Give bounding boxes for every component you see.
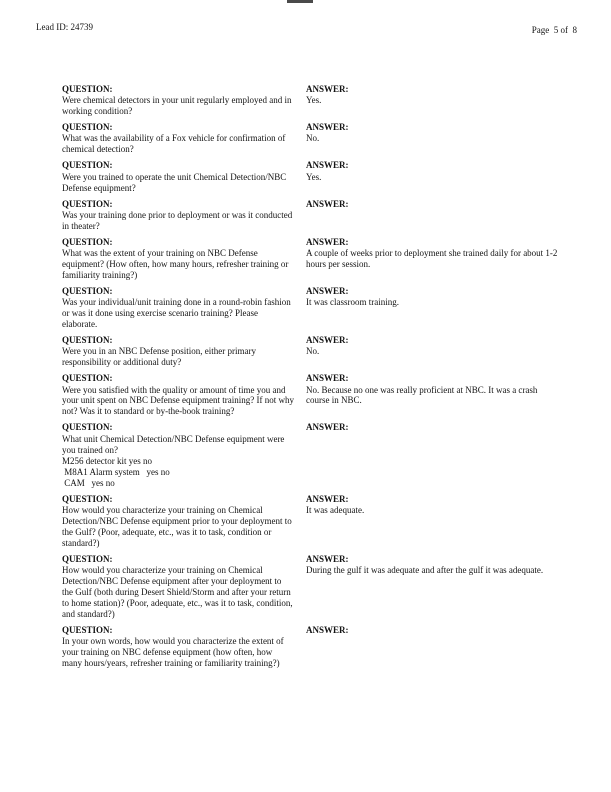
answer-text: A couple of weeks prior to deployment she trained daily for about 1-2 hours per session. [306,248,558,269]
question-column [62,373,306,417]
question-text: What was the extent of your training on NBC Defense equipment? (How often, how many hours, refresher training or familiarity training?) [62,248,289,280]
question-label: QUESTION: [62,624,113,635]
answer-text: Yes. [306,171,322,182]
answer-column [306,422,562,433]
answer-text: Yes. [306,95,322,106]
answer-label: ANSWER: [306,198,349,209]
question-column [62,286,306,330]
question-text: What unit Chemical Detection/NBC Defense equipment were you trained on? [62,433,285,455]
question-column [62,335,306,368]
answer-column [306,625,562,636]
answer-text: No. [306,133,320,144]
qa-block [62,122,562,155]
answer-text: During the gulf it was adequate and after the gulf it was adequate. [306,564,544,575]
qa-block [62,554,562,620]
answer-label: ANSWER: [306,373,349,384]
answer-label: ANSWER: [306,335,349,346]
scan-artifact-mark [287,0,313,3]
answer-label: ANSWER: [306,285,349,296]
question-label: QUESTION: [62,335,113,346]
question-column [62,554,306,620]
answer-label: ANSWER: [306,122,349,133]
question-text: How would you characterize your training on Chemical Detection/NBC Defense equipment after your deployment to the Gulf (both during Desert Shield/Storm and after your return to home station)? (Poor, adequate, etc., was it to task, condition, and standard?) [62,564,293,619]
qa-block [62,160,562,193]
question-column [62,84,306,117]
question-column [62,160,306,193]
question-label: QUESTION: [62,285,113,296]
answer-column [306,160,562,182]
answer-column [306,84,562,106]
answer-column [306,373,562,406]
answer-column [306,554,562,576]
qa-block [62,286,562,330]
qa-list [62,84,562,674]
answer-label: ANSWER: [306,493,349,504]
answer-label: ANSWER: [306,236,349,247]
question-text: Were chemical detectors in your unit regularly employed and in working condition? [62,95,292,117]
question-column [62,494,306,549]
equipment-line: CAM yes no [62,477,115,488]
question-text: In your own words, how would you characterize the extent of your training on NBC defense equipment (how often, how many hours/years, refresher training or familiarity training?) [62,635,284,668]
page-number: Page 5 of 8 [531,25,577,35]
answer-column [306,494,562,516]
answer-label: ANSWER: [306,624,349,635]
question-label: QUESTION: [62,422,113,433]
qa-block [62,237,562,281]
question-text: Were you satisfied with the quality or amount of time you and your unit spent on NBC Defense equipment training? If not why not? Was it to standard or by-the-book training? [62,384,294,417]
question-label: QUESTION: [62,84,113,94]
question-column [62,199,306,232]
question-label: QUESTION: [62,493,113,504]
answer-text: No. Because no one was really proficient at NBC. It was a crash course in NBC. [306,384,538,406]
answer-text: It was classroom training. [306,297,399,308]
qa-block [62,422,562,488]
question-label: QUESTION: [62,236,113,247]
equipment-line: M8A1 Alarm system yes no [62,466,170,477]
answer-column [306,199,562,210]
question-label: QUESTION: [62,198,113,209]
question-text: Was your training done prior to deployment or was it conducted in theater? [62,209,293,231]
answer-column [306,122,562,144]
qa-block [62,494,562,549]
question-label: QUESTION: [62,160,113,171]
answer-text: No. [306,346,320,357]
answer-column [306,335,562,357]
answer-label: ANSWER: [306,84,349,94]
question-text: Were you trained to operate the unit Chemical Detection/NBC Defense equipment? [62,171,287,193]
qa-block [62,335,562,368]
question-label: QUESTION: [62,553,113,564]
question-label: QUESTION: [62,122,113,133]
qa-block [62,625,562,669]
equipment-list [62,456,294,489]
qa-block [62,84,562,117]
question-column [62,122,306,155]
question-column [62,625,306,669]
answer-column [306,237,562,270]
qa-block [62,373,562,417]
question-text: What was the availability of a Fox vehicle for confirmation of chemical detection? [62,133,286,155]
answer-label: ANSWER: [306,553,349,564]
answer-label: ANSWER: [306,422,349,433]
question-column [62,422,306,488]
lead-id: Lead ID: 24739 [36,22,93,32]
question-column [62,237,306,281]
qa-block [62,199,562,232]
question-text: How would you characterize your training on Chemical Detection/NBC Defense equipment prior to your deployment to the Gulf? (Poor, adequate, etc., was it to task, condition or standard?) [62,504,292,548]
answer-text: It was adequate. [306,504,365,515]
equipment-line: M256 detector kit yes no [62,455,152,466]
question-text: Were you in an NBC Defense position, either primary responsibility or additional duty? [62,346,256,368]
answer-column [306,286,562,308]
answer-label: ANSWER: [306,160,349,171]
question-text: Was your individual/unit training done in a round-robin fashion or was it done using exercise scenario training? Please elaborate. [62,297,291,330]
question-label: QUESTION: [62,373,113,384]
